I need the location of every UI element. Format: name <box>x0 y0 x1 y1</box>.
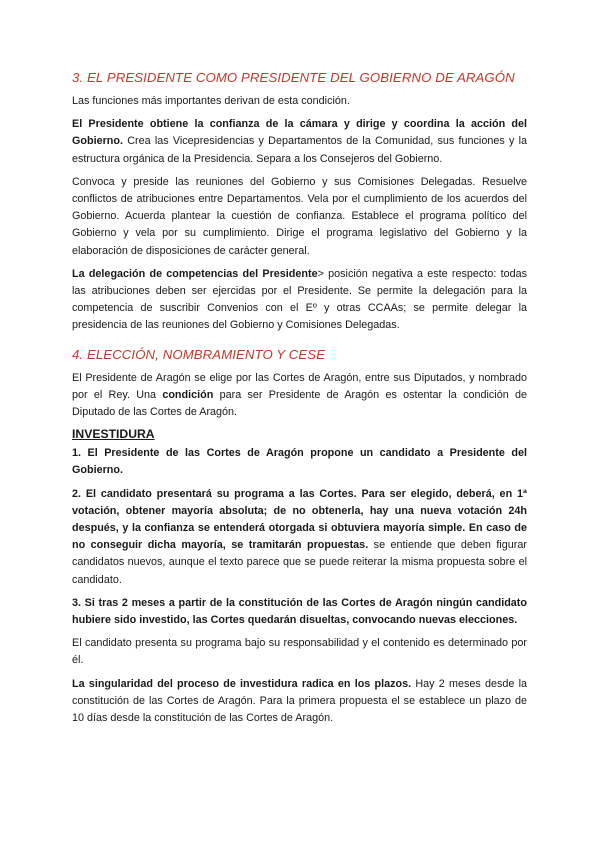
bold-text: 1. El Presidente de las Cortes de Aragón propone un candidato a Presidente del Gobierno. <box>72 447 527 477</box>
investidura-candidato-paragraph: El candidato presenta su programa bajo su responsabilidad y el contenido es determinado por él. <box>72 637 527 667</box>
body-text: para ser Presidente de Aragón es ostentar la condición de Diputado de las Cortes de Aragón. <box>72 388 527 419</box>
investidura-subheading: INVESTIDURA <box>72 427 155 442</box>
bold-text: La singularidad del proceso de investidura radica en los plazos. <box>72 677 412 690</box>
investidura-item-2 <box>72 486 527 589</box>
section-3-paragraph-confianza <box>72 116 527 168</box>
section-3-intro: Las funciones más importantes derivan de esta condición. <box>72 95 350 107</box>
section-3-heading: 3. EL PRESIDENTE COMO PRESIDENTE DEL GOBIERNO DE ARAGÓN <box>72 70 515 85</box>
body-text: > posición negativa a este respecto: todas las atribuciones deben ser ejercidas por el Presidente. Se permite la delegación para la competencia de suscribir Convenios con el Eº y otras CCAAs; se permite delegar la presidencia de las reuniones del Gobierno y Comisiones Delegadas. <box>72 267 527 332</box>
section-4-heading: 4. ELECCIÓN, NOMBRAMIENTO Y CESE <box>72 346 326 362</box>
bold-text: 3. Si tras 2 meses a partir de la constitución de las Cortes de Aragón ningún candidato hubiere sido investido, las Cortes quedarán disueltas, convocando nuevas elecciones. <box>72 596 527 627</box>
investidura-item-3 <box>72 595 527 629</box>
section-3-paragraph-delegacion <box>72 266 527 335</box>
body-text: se entiende que deben figurar candidatos nuevos, aunque el texto parece que se puede reiterar la misma propuesta sobre el candidato. <box>72 539 527 586</box>
bold-text: condición <box>162 388 214 401</box>
body-text: Crea las Vicepresidencias y Departamentos de la Comunidad, sus funciones y la estructura orgánica de la Presidencia. Separa a los Consejeros del Gobierno. <box>72 135 527 165</box>
bold-text: El Presidente obtiene la confianza de la cámara y dirige y coordina la acción del Gobierno. <box>72 118 527 148</box>
investidura-plazos-paragraph <box>72 676 527 728</box>
document-page <box>72 70 527 733</box>
section-3-paragraph-convoca: Convoca y preside las reuniones del Gobierno y sus Comisiones Delegadas. Resuelve conflictos de atribuciones entre Departamentos. Vela por el cumplimiento de los acuerdos del Gobierno. Acuerda plantear la cuestión de confianza. Establece el programa político del Gobierno y vela por su cumplimiento. Dirige el programa legislativo del Gobierno y la elaboración de disposiciones de carácter general. <box>72 175 527 257</box>
body-text: Hay 2 meses desde la constitución de las Cortes de Aragón. Para la primera propuesta el se establece un plazo de 10 días desde la constitución de las Cortes de Aragón. <box>72 677 527 725</box>
body-text: El Presidente de Aragón se elige por las Cortes de Aragón, entre sus Diputados, y nombrado por el Rey. Una <box>72 371 527 401</box>
bold-text: La delegación de competencias del Presidente <box>72 267 318 280</box>
investidura-item-1 <box>72 445 527 479</box>
bold-text: 2. El candidato presentará su programa a las Cortes. Para ser elegido, deberá, en 1ª votación, obtener mayoría absoluta; de no obtenerla, hay una nueva votación 24h después, y la confianza se entenderá otorgada si obtuviera mayoría simple. En caso de no conseguir dicha mayoría, se tramitarán propuestas. <box>72 487 527 552</box>
section-4-paragraph <box>72 370 527 422</box>
